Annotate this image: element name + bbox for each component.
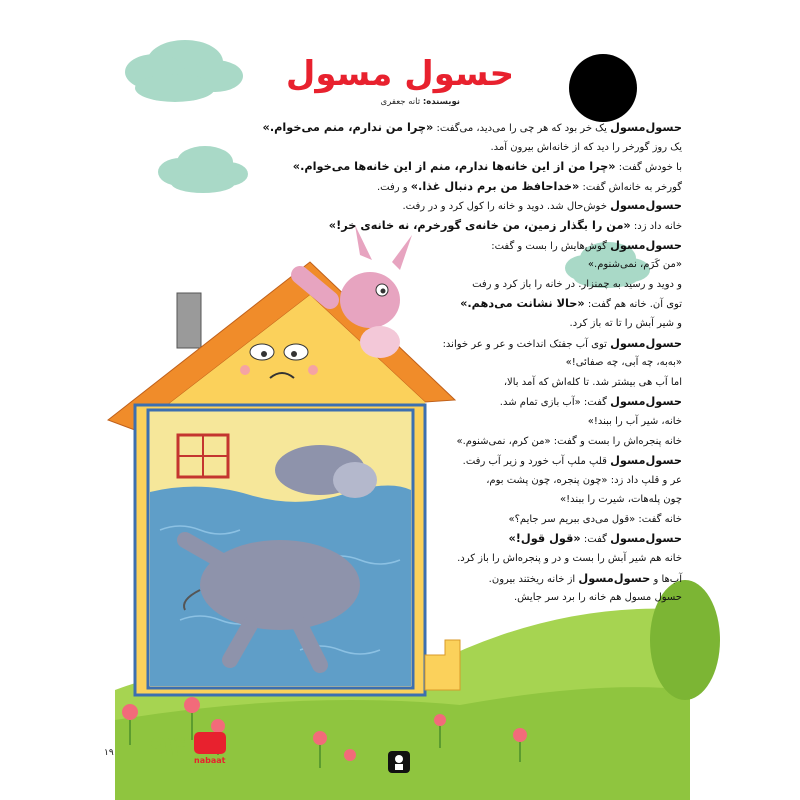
- story-plain-text: قلپ ملپ آب خورد و زیر آب رفت.: [462, 456, 611, 468]
- story-text: [142, 118, 682, 608]
- story-plain-text: خانه هم شیر آبش را بست و در و پنجره‌اش را باز کرد.: [457, 553, 682, 565]
- story-plain-text: و رفت.: [376, 181, 411, 193]
- story-plain-text: چون پله‌هات، شیرت را ببند!»: [560, 494, 682, 506]
- story-line: [142, 255, 682, 275]
- house-stairs: [425, 640, 460, 690]
- story-plain-text: خانه گفت: «قول می‌دی ببریم سر جایم؟»: [508, 513, 682, 525]
- story-line: [142, 549, 682, 569]
- story-plain-text: خانه پنجره‌اش را بست و گفت: «من کرم، نمی‌شنوم.»: [456, 435, 682, 447]
- story-plain-text: از خانه ریختند بیرون.: [488, 573, 579, 585]
- story-line: [142, 314, 682, 334]
- story-line: [142, 588, 682, 608]
- title-word-2: مسول: [285, 54, 393, 94]
- story-bold-text: حسول‌مسول: [610, 121, 682, 134]
- story-line: [142, 569, 682, 589]
- story-line: [142, 432, 682, 452]
- story-line: [142, 490, 682, 510]
- story-plain-text: گفت: «آب بازی تمام شد.: [499, 397, 611, 409]
- story-line: [142, 353, 682, 373]
- story-line: [142, 529, 682, 549]
- story-plain-text: خانه، شیر آب را ببند!»: [587, 415, 682, 427]
- story-line: [142, 510, 682, 530]
- story-line: [142, 392, 682, 412]
- story-plain-text: توی آن. خانه هم گفت:: [584, 299, 682, 311]
- story-plain-text: و شیر آبش را تا ته باز کرد.: [569, 317, 682, 329]
- story-plain-text: حسول مسول هم خانه را برد سر جایش.: [514, 592, 682, 604]
- story-plain-text: گوش‌هایش را بست و گفت:: [491, 240, 611, 252]
- story-line: [142, 138, 682, 158]
- story-plain-text: و دوید و رسید به چمنزار. در خانه را باز کرد و رفت: [472, 278, 682, 290]
- author-label: نویسنده:: [422, 97, 460, 107]
- story-line: [142, 236, 682, 256]
- story-plain-text: «به‌به، چه آبی، چه صفائی!»: [565, 357, 682, 369]
- story-bold-text: «حالا نشانت می‌دهم.»: [460, 297, 585, 311]
- story-plain-text: توی آب جفتک انداخت و عر و عر خواند:: [442, 338, 611, 350]
- story-line: [142, 275, 682, 295]
- story-bold-text: حسول‌مسول: [610, 199, 682, 213]
- story-plain-text: خانه داد زد:: [630, 220, 682, 232]
- story-bold-text: «چرا من ندارم، منم می‌خوام.»: [262, 121, 434, 134]
- story-line: [142, 451, 682, 471]
- story-plain-text: یک روز گورخر را دید که از خانه‌اش بیرون آمد.: [490, 141, 682, 153]
- story-plain-text: آب‌ها و: [650, 573, 682, 585]
- story-bold-text: حسول‌مسول: [578, 571, 651, 585]
- story-line: [142, 373, 682, 393]
- story-bold-text: «قول قول!»: [508, 532, 581, 546]
- cloud-top-left: [125, 40, 243, 102]
- story-bold-text: حسول‌مسول: [610, 238, 682, 252]
- story-plain-text: «من کَرَم، نمی‌شنوم.»: [587, 259, 682, 271]
- story-line: [142, 118, 682, 138]
- story-bold-text: حسول‌مسول: [610, 395, 682, 409]
- story-bold-text: «چرا من از این خانه‌ها ندارم، منم از این خانه‌ها می‌خوام.»: [292, 160, 616, 174]
- story-line: [142, 412, 682, 432]
- story-line: [142, 294, 682, 314]
- author-name: ثانه جعفری: [380, 97, 421, 107]
- story-bold-text: حسول‌مسول: [610, 336, 682, 350]
- story-plain-text: اما آب هی بیشتر شد. تا کله‌اش که آمد بالا،: [503, 376, 682, 388]
- story-title: [250, 52, 550, 96]
- story-bold-text: «من را بگذار زمین، من خانه‌ی گورخرم، نه خانه‌ی خر!»: [328, 218, 631, 232]
- story-plain-text: خوش‌حال شد. دوید و خانه را کول کرد و در رفت.: [402, 201, 611, 213]
- mascot-icon: [388, 751, 410, 773]
- story-plain-text: عر و قلپ داد زد: «چون پنجره، چون پشت بوم،: [486, 474, 682, 486]
- story-line: [142, 196, 682, 216]
- story-line: [142, 334, 682, 354]
- story-plain-text: یک خر بود که هر چی را می‌دید، می‌گفت:: [433, 123, 611, 134]
- story-plain-text: گفت:: [580, 534, 611, 546]
- story-line: [142, 177, 682, 197]
- story-line: [142, 471, 682, 491]
- story-plain-text: گورخر به خانه‌اش گفت:: [579, 181, 682, 193]
- logo-mark: [194, 732, 226, 754]
- page-number: ۱۹: [104, 748, 114, 758]
- title-word-1: حسول: [404, 54, 515, 94]
- issue-number: ۹۴: [150, 730, 187, 765]
- story-bold-text: «خداحافظ من برم دنبال غذا.»: [410, 179, 580, 193]
- story-line: [142, 216, 682, 236]
- story-bold-text: حسول‌مسول: [610, 532, 682, 546]
- magazine-logo: [120, 730, 230, 770]
- story-bold-text: حسول‌مسول: [610, 454, 682, 468]
- story-line: [142, 157, 682, 177]
- black-circle-mark: [569, 54, 637, 122]
- magazine-name: nabaat: [194, 756, 226, 765]
- author-credit: [300, 97, 460, 107]
- story-plain-text: با خودش گفت:: [615, 162, 682, 174]
